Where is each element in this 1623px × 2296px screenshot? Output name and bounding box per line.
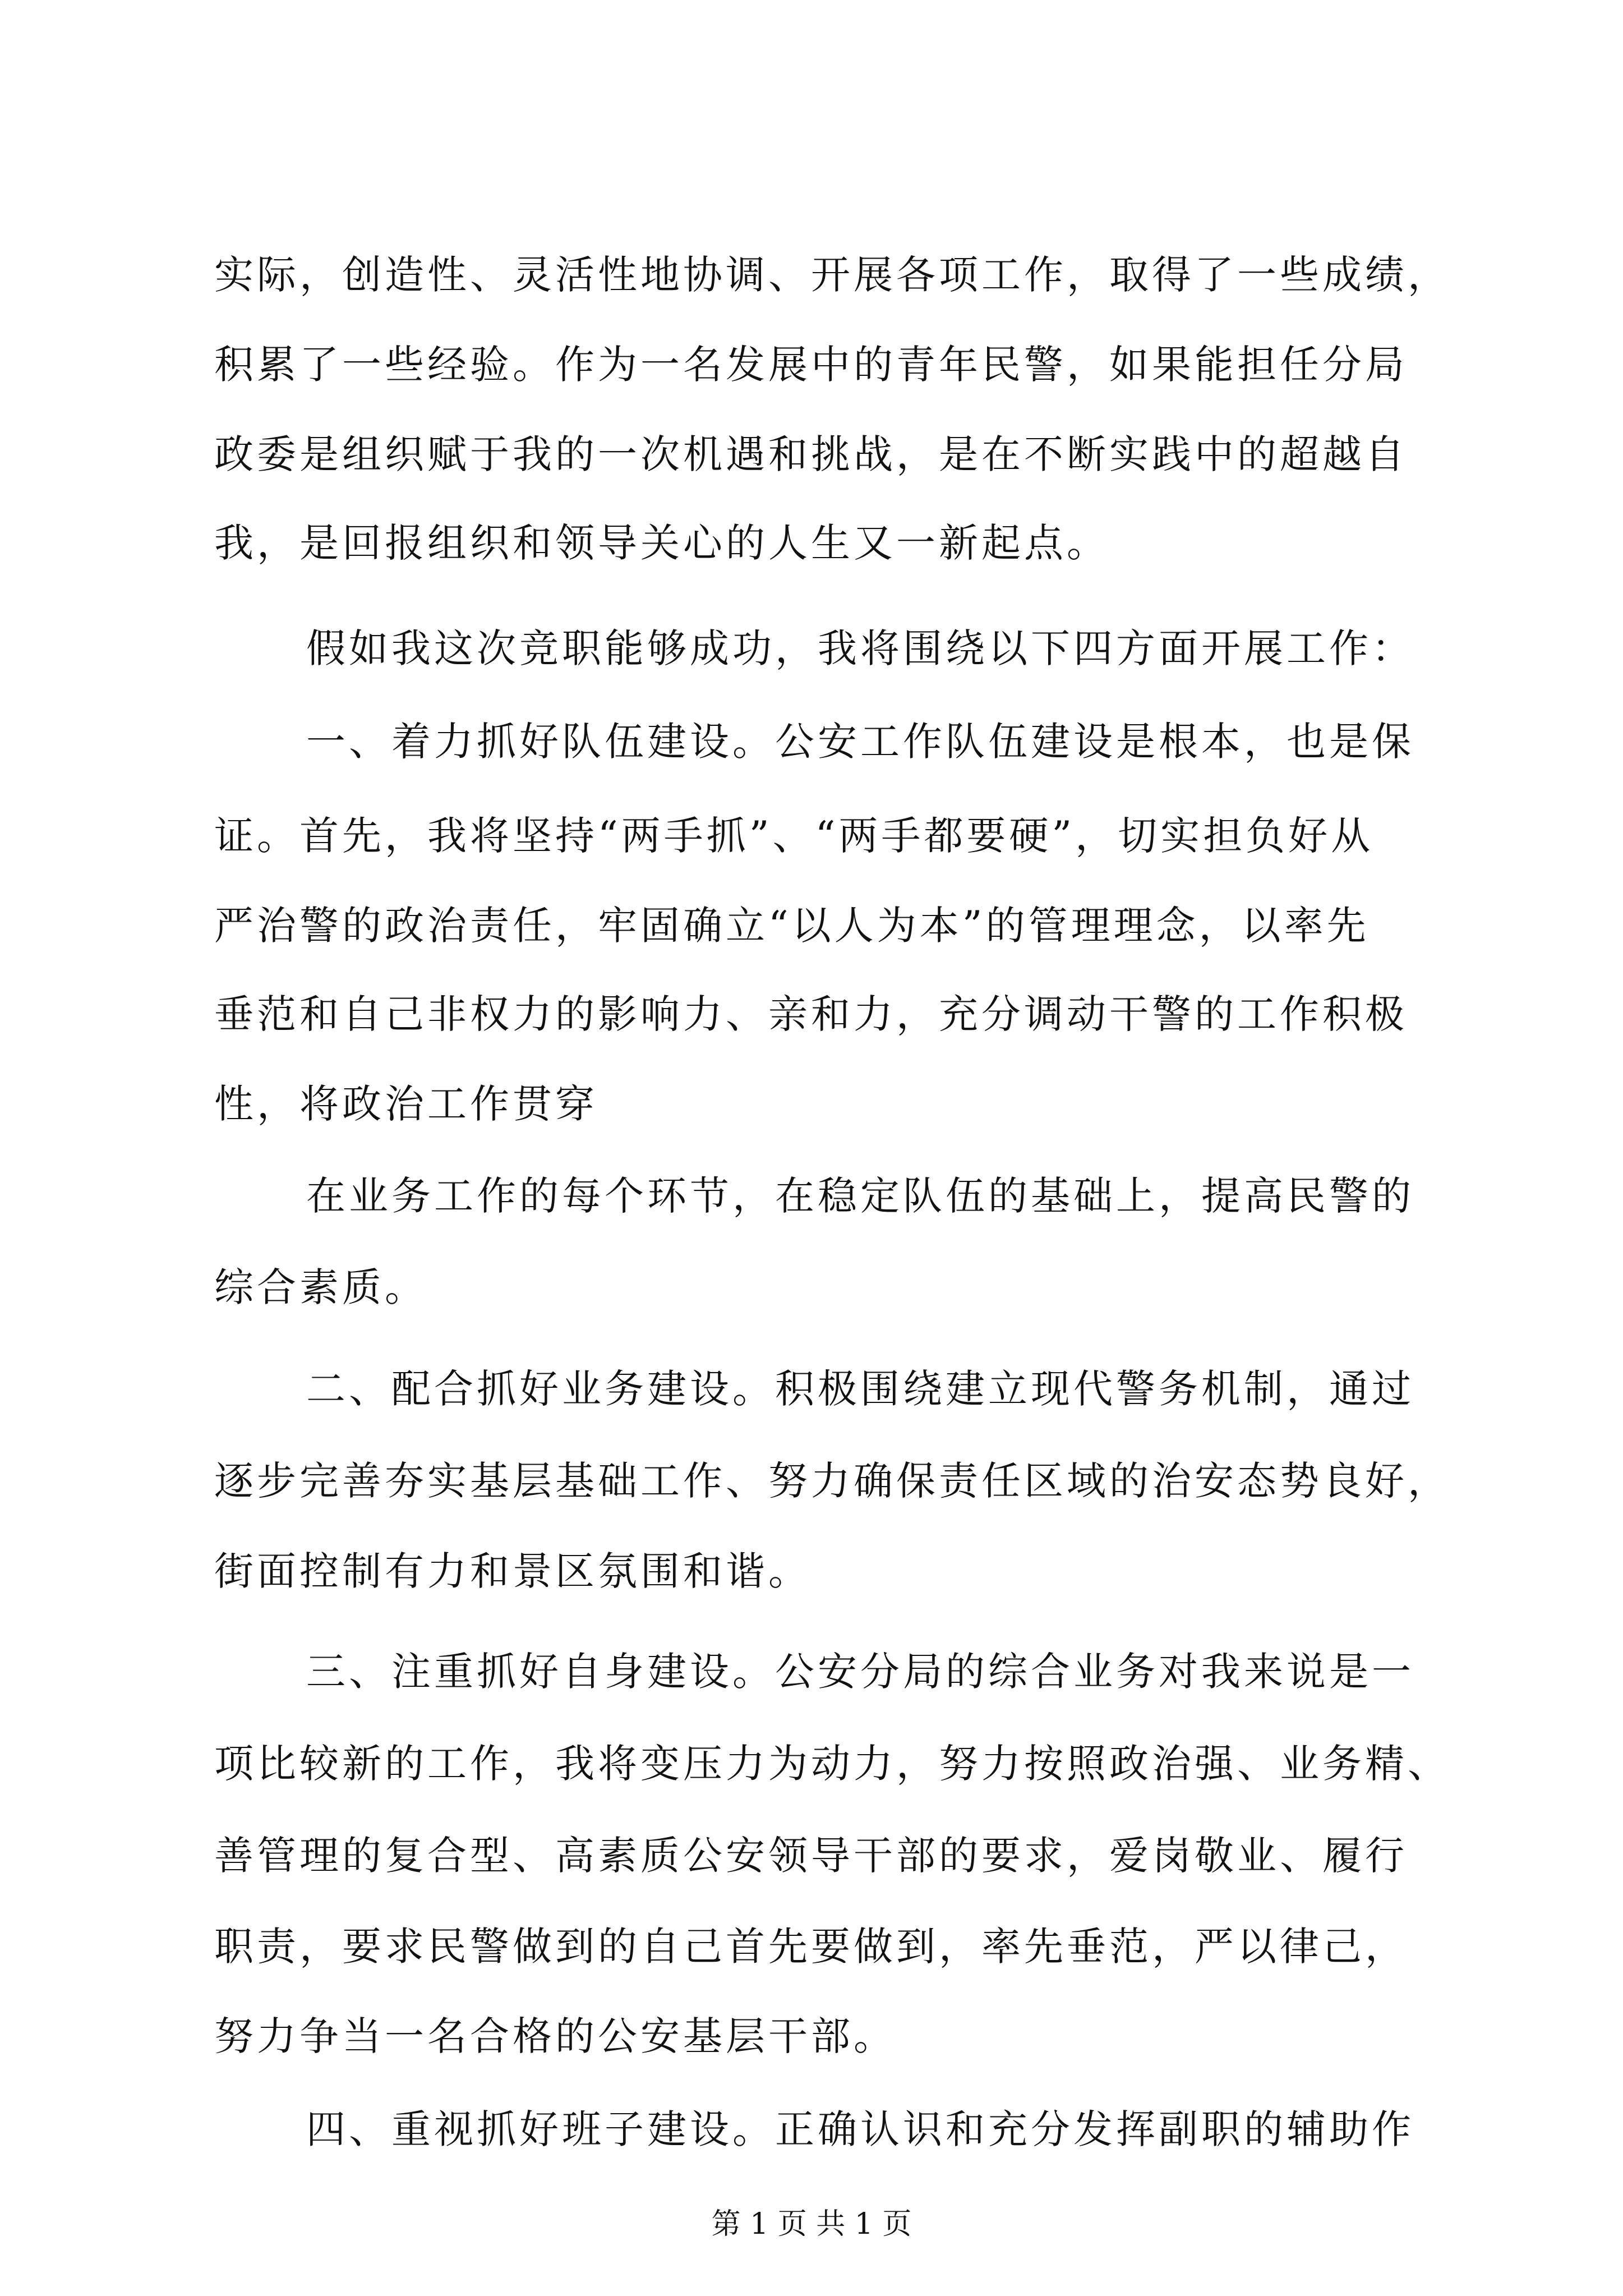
body-text-line: 善管理的复合型、高素质公安领导干部的要求，爱岗敬业、履行 <box>214 1833 1408 1879</box>
body-text-line: 一、着力抓好队伍建设。公安工作队伍建设是根本，也是保 <box>306 719 1414 765</box>
body-text-line: 实际，创造性、灵活性地协调、开展各项工作，取得了一些成绩， <box>214 252 1450 298</box>
body-text-line: 性，将政治工作贯穿 <box>214 1081 598 1127</box>
body-text-line: 政委是组织赋于我的一次机遇和挑战，是在不断实践中的超越自 <box>214 431 1408 477</box>
body-text-line: 在业务工作的每个环节，在稳定队伍的基础上，提高民警的 <box>306 1173 1414 1219</box>
body-text-line: 二、配合抓好业务建设。积极围绕建立现代警务机制，通过 <box>306 1366 1414 1412</box>
body-text-line: 我，是回报组织和领导关心的人生又一新起点。 <box>214 520 1109 566</box>
page-number-footer: 第 1 页 共 1 页 <box>711 2207 912 2241</box>
body-text-line: 项比较新的工作，我将变压力为动力，努力按照政治强、业务精、 <box>214 1741 1450 1787</box>
body-text-line: 严治警的政治责任，牢固确立“以人为本”的管理理念，以率先 <box>214 903 1370 949</box>
body-text-line: 职责，要求民警做到的自己首先要做到，率先垂范，严以律己， <box>214 1924 1408 1970</box>
body-text-line: 努力争当一名合格的公安基层干部。 <box>214 2013 896 2059</box>
body-text-line: 四、重视抓好班子建设。正确认识和充分发挥副职的辅助作 <box>306 2106 1414 2152</box>
body-text-line: 证。首先，我将坚持“两手抓”、“两手都要硬”，切实担负好从 <box>214 813 1374 859</box>
body-text-line: 街面控制有力和景区氛围和谐。 <box>214 1548 811 1594</box>
body-text-line: 积累了一些经验。作为一名发展中的青年民警，如果能担任分局 <box>214 342 1408 388</box>
body-text-line: 综合素质。 <box>214 1264 427 1310</box>
body-text-line: 三、注重抓好自身建设。公安分局的综合业务对我来说是一 <box>306 1649 1414 1695</box>
body-text-line: 垂范和自己非权力的影响力、亲和力，充分调动干警的工作积极 <box>214 991 1408 1037</box>
body-text-line: 逐步完善夯实基层基础工作、努力确保责任区域的治安态势良好， <box>214 1458 1450 1504</box>
body-text-line: 假如我这次竞职能够成功，我将围绕以下四方面开展工作： <box>306 625 1414 671</box>
